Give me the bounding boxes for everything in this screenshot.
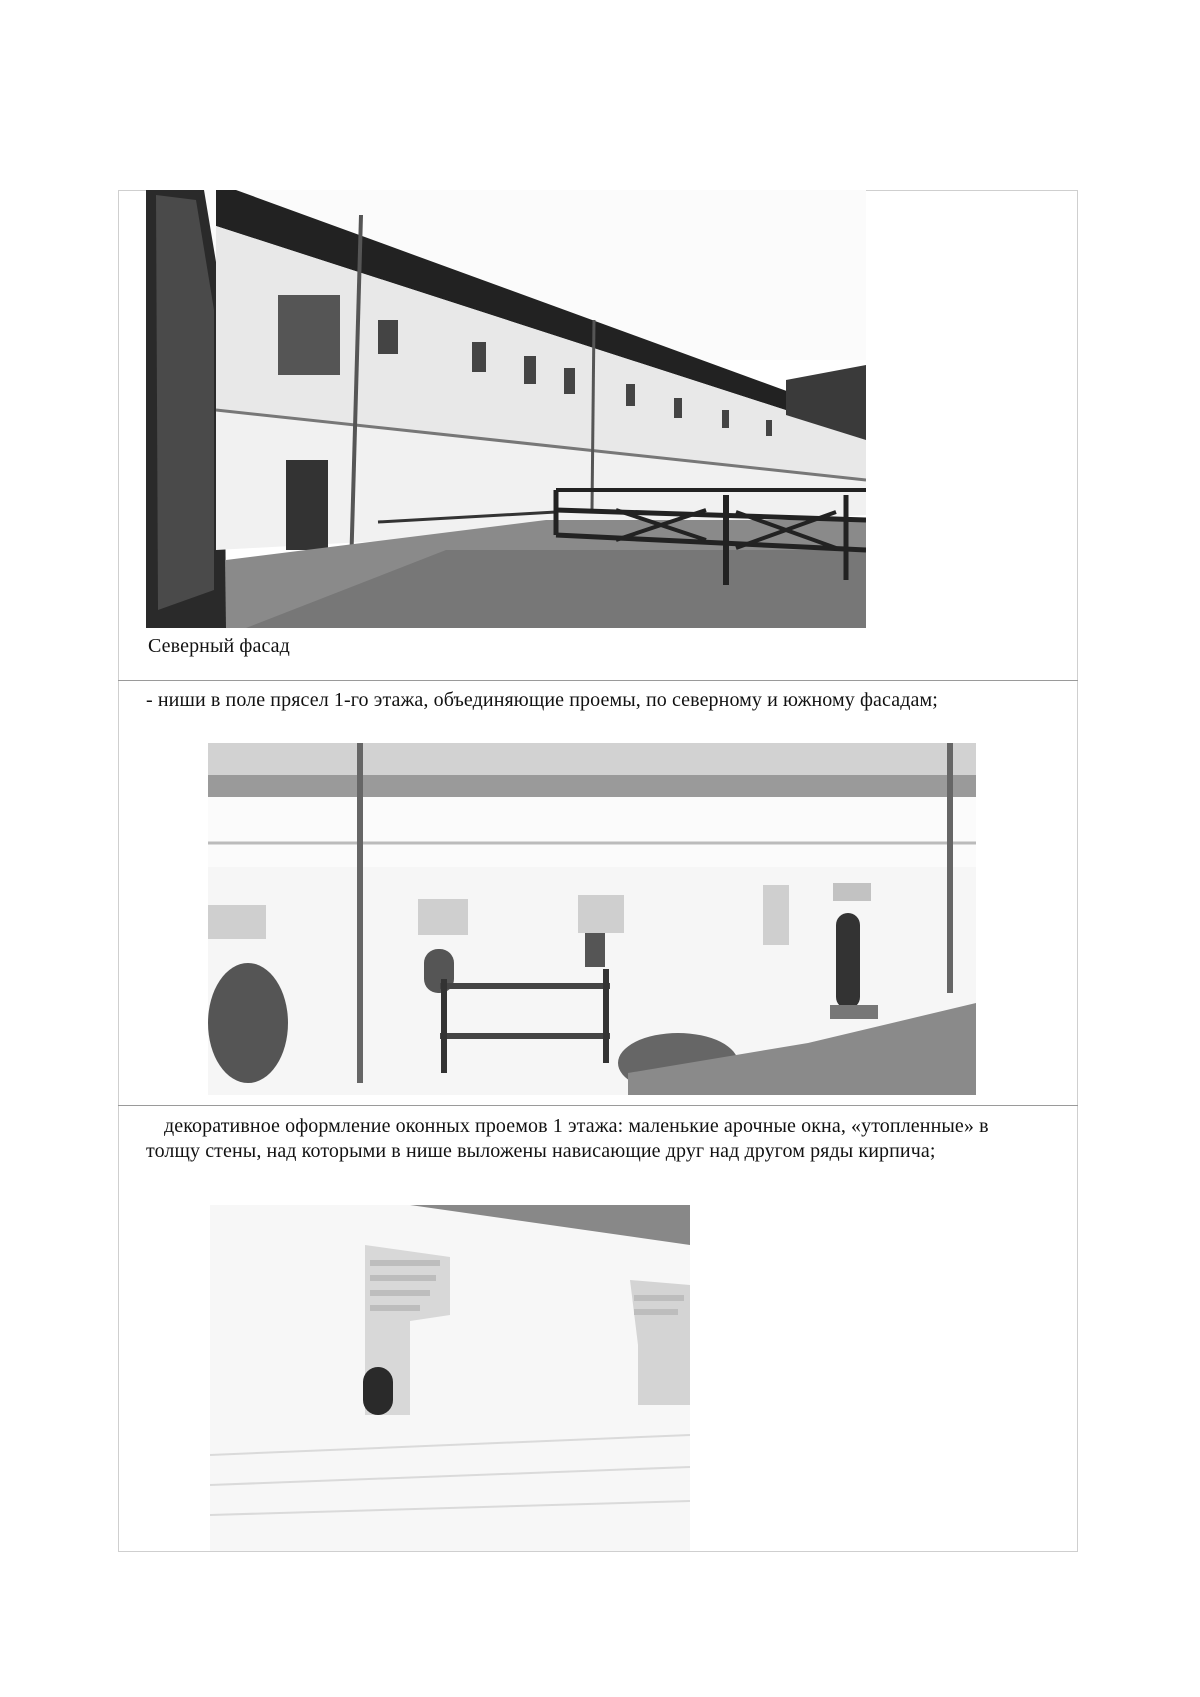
caption-north-facade: Северный фасад [148, 635, 290, 657]
niches-photo [208, 743, 976, 1095]
caption-windows: декоративное оформление оконных проемов 1 этажа: маленькие арочные окна, «утопленные» в толщу стены, над которыми в нише выложены нависающие друг над другом ряды кирпича; [146, 1115, 989, 1162]
row-divider [118, 1105, 1078, 1106]
caption-niches: - ниши в поле прясел 1-го этажа, объединяющие проемы, по северному и южному фасадам; [146, 689, 938, 711]
north-facade-photo [146, 190, 866, 628]
window-detail-photo [210, 1205, 690, 1551]
row-divider [118, 680, 1078, 681]
